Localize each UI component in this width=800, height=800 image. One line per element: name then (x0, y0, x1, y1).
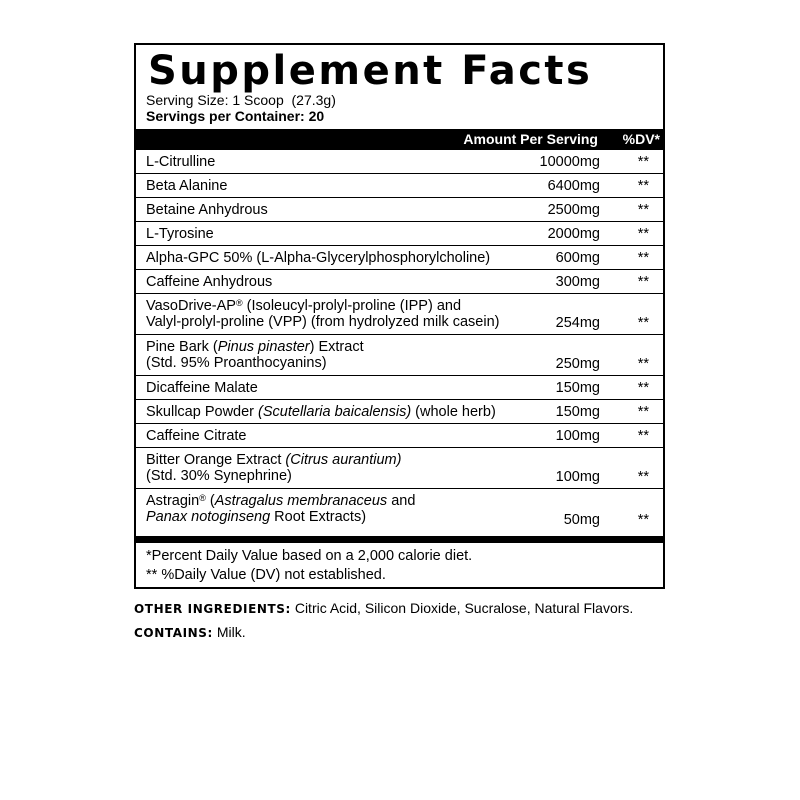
ingredient-name: Skullcap Powder (Scutellaria baicalensis) (whole herb) (146, 404, 496, 420)
ingredient-amount: 100mg (555, 428, 600, 444)
ingredient-dv: ** (637, 315, 649, 331)
ingredient-dv: ** (637, 250, 649, 266)
ingredient-row (136, 335, 663, 376)
ingredient-amount: 150mg (555, 380, 600, 396)
ingredient-row (136, 424, 663, 448)
ingredient-dv: ** (637, 202, 649, 218)
ingredient-dv: ** (637, 380, 649, 396)
ingredient-row (136, 376, 663, 400)
ingredient-name: Dicaffeine Malate (146, 380, 258, 396)
ingredient-row (136, 489, 663, 531)
ingredient-row (136, 448, 663, 489)
ingredient-amount: 50mg (563, 512, 600, 528)
ingredient-name: Alpha-GPC 50% (L-Alpha-Glycerylphosphorylcholine) (146, 250, 491, 266)
ingredient-row (136, 246, 663, 270)
ingredient-row (136, 150, 663, 174)
ingredient-dv: ** (637, 226, 649, 242)
thick-divider (136, 536, 663, 543)
ingredient-row (136, 174, 663, 198)
footnote-not-established: ** %Daily Value (DV) not established. (146, 567, 386, 583)
ingredient-dv: ** (637, 469, 649, 485)
ingredient-row (136, 294, 663, 335)
servings-per-container: Servings per Container: 20 (146, 108, 325, 124)
ingredient-dv: ** (637, 512, 649, 528)
ingredient-name: Caffeine Citrate (146, 428, 247, 444)
ingredient-amount: 2500mg (547, 202, 600, 218)
ingredient-dv: ** (637, 274, 649, 290)
ingredient-amount: 2000mg (547, 226, 600, 242)
ingredient-dv: ** (637, 404, 649, 420)
other-ingredients (134, 600, 633, 618)
ingredient-amount: 100mg (555, 469, 600, 485)
contains-text: Milk. (212, 624, 246, 640)
ingredient-row (136, 222, 663, 246)
ingredient-row (136, 270, 663, 294)
ingredient-amount: 150mg (555, 404, 600, 420)
serving-size: Serving Size: 1 Scoop (27.3g) (146, 92, 336, 108)
footnote-daily-value: *Percent Daily Value based on a 2,000 calorie diet. (146, 548, 473, 564)
ingredient-name: L-Citrulline (146, 154, 216, 170)
ingredient-dv: ** (637, 154, 649, 170)
table-header (136, 129, 663, 150)
ingredient-name: Betaine Anhydrous (146, 202, 268, 218)
ingredient-name: Astragin® (Astragalus membranaceus and Panax notoginseng Root Extracts) (146, 493, 416, 525)
ingredient-name: Pine Bark (Pinus pinaster) Extract (Std. 95% Proanthocyanins) (146, 339, 364, 371)
ingredient-name: L-Tyrosine (146, 226, 214, 242)
ingredient-name: Caffeine Anhydrous (146, 274, 273, 290)
ingredient-row (136, 400, 663, 424)
ingredient-amount: 6400mg (547, 178, 600, 194)
panel-title: Supplement Facts (148, 48, 593, 94)
contains (134, 624, 246, 642)
ingredient-amount: 600mg (555, 250, 600, 266)
ingredient-name: VasoDrive-AP® (Isoleucyl-prolyl-proline (IPP) and Valyl-prolyl-proline (VPP) (from hydrolyzed milk casein) (146, 298, 500, 330)
ingredient-amount: 300mg (555, 274, 600, 290)
contains-label: CONTAINS: (134, 626, 213, 640)
ingredient-rows (136, 150, 663, 531)
other-ingredients-text: Citric Acid, Silicon Dioxide, Sucralose, Natural Flavors. (290, 600, 634, 616)
ingredient-name: Beta Alanine (146, 178, 228, 194)
ingredient-amount: 254mg (555, 315, 600, 331)
ingredient-dv: ** (637, 428, 649, 444)
ingredient-dv: ** (637, 178, 649, 194)
supplement-facts-panel (134, 43, 665, 589)
ingredient-amount: 250mg (555, 356, 600, 372)
other-ingredients-label: OTHER INGREDIENTS: (134, 602, 291, 616)
header-amount-per-serving: Amount Per Serving (463, 131, 598, 147)
ingredient-name: Bitter Orange Extract (Citrus aurantium) (Std. 30% Synephrine) (146, 452, 402, 484)
ingredient-row (136, 198, 663, 222)
ingredient-dv: ** (637, 356, 649, 372)
ingredient-amount: 10000mg (539, 154, 600, 170)
header-dv: %DV* (622, 131, 660, 147)
